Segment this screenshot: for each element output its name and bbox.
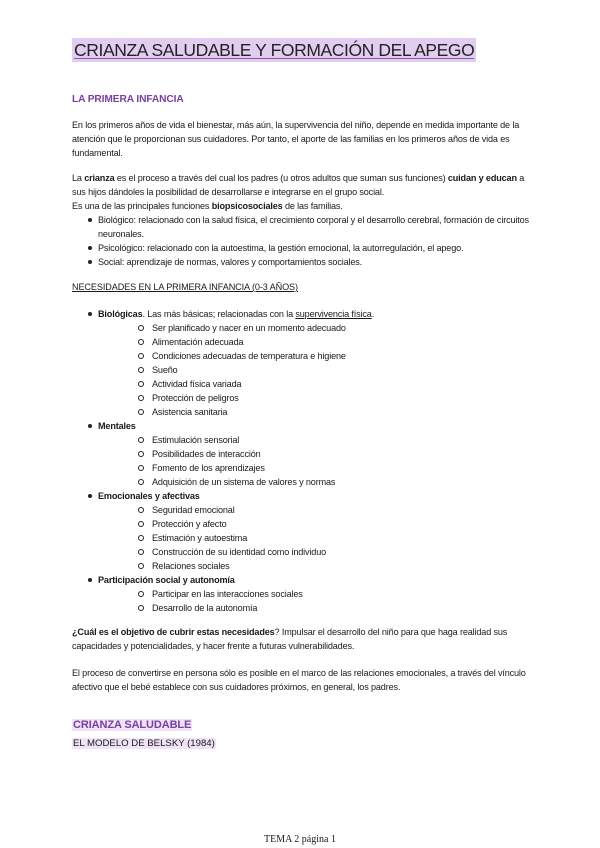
list-item: Actividad física variada (98, 377, 532, 391)
list-item: Estimulación sensorial (98, 433, 532, 447)
objective-paragraph (72, 625, 532, 653)
list-item-biologico: Biológico: relacionado con la salud física, el crecimiento corporal y el desarrollo cerebral, formación de circuitos neuronales. (72, 213, 532, 241)
intro-text: En los primeros años de vida el bienestar, más aún, la supervivencia del niño, depende en medida importante de la atención que le proporcionan sus cuidadores. Por tanto, el aporte de las familias en los primeros años de vida es fundamental. (72, 120, 520, 158)
crianza-definition (72, 171, 532, 199)
need-label: Participación social y autonomía (98, 575, 235, 585)
list-item: Sueño (98, 363, 532, 377)
list-item: Asistencia sanitaria (98, 405, 532, 419)
list-item: Participar en las interacciones sociales (98, 587, 532, 601)
text-run: de las familias. (282, 201, 343, 211)
bold-term-cuidan: cuidan y educan (447, 173, 517, 183)
objective-question: ¿Cuál es el objetivo de cubrir estas necesidades (72, 627, 275, 637)
list-item: Protección de peligros (98, 391, 532, 405)
closing-text: El proceso de convertirse en persona sólo es posible en el marco de las relaciones emocionales, a través del vínculo afectivo que el bebé establece con sus cuidadores próximos, en general, los padres. (72, 668, 526, 692)
section-heading-primera-infancia: LA PRIMERA INFANCIA (72, 94, 184, 105)
needs-list (72, 307, 532, 615)
crianza-paragraph (72, 171, 532, 269)
intro-paragraph (72, 118, 532, 160)
social-sublist (98, 587, 532, 615)
need-label: Biológicas (98, 309, 143, 319)
bold-term-crianza: crianza (84, 173, 115, 183)
document-title: CRIANZA SALUDABLE Y FORMACIÓN DEL APEGO (74, 40, 475, 60)
list-item-social: Social: aprendizaje de normas, valores y comportamientos sociales. (72, 255, 532, 269)
need-participacion (72, 573, 532, 615)
text-run: . Las más básicas; relacionadas con la (142, 309, 296, 319)
list-item: Adquisición de un sistema de valores y normas (98, 475, 532, 489)
text-run: La (72, 173, 85, 183)
closing-paragraph (72, 666, 532, 694)
list-item: Ser planificado y nacer en un momento adecuado (98, 321, 532, 335)
objective-text (72, 625, 532, 653)
list-item: Estimación y autoestima (98, 531, 532, 545)
belsky-subheading (72, 738, 216, 749)
highlighted-heading: CRIANZA SALUDABLE (73, 719, 192, 731)
page-footer: TEMA 2 página 1 (264, 834, 336, 845)
list-item: Fomento de los aprendizajes (98, 461, 532, 475)
text-run: ? Impulsar el desarrollo del niño para que haga realidad sus capacidades y potencialidades, y hacer frente a futuras vulnerabilidades. (72, 627, 508, 651)
list-item: Alimentación adecuada (98, 335, 532, 349)
list-item: Posibilidades de interacción (98, 447, 532, 461)
need-mentales (72, 419, 532, 489)
list-item: Desarrollo de la autonomía (98, 601, 532, 615)
text-run: . (371, 309, 375, 319)
emo-sublist (98, 503, 532, 573)
list-item-psicologico: Psicológico: relacionado con la autoestima, la gestión emocional, la autorregulación, el apego. (72, 241, 532, 255)
need-emocionales (72, 489, 532, 573)
need-label: Emocionales y afectivas (98, 491, 200, 501)
section-heading-crianza-saludable (72, 719, 192, 731)
bio-sublist (98, 321, 532, 419)
need-biologicas (72, 307, 532, 419)
list-item: Condiciones adecuadas de temperatura e higiene (98, 349, 532, 363)
funciones-list (72, 213, 532, 269)
needs-heading: NECESIDADES EN LA PRIMERA INFANCIA (0-3 AÑOS) (72, 282, 298, 292)
text-run: a sus hijos dándoles la posibilidad de desarrollarse e integrarse en el grupo social. (72, 173, 525, 197)
bold-term-biopsicosociales: biopsicosociales (211, 201, 283, 211)
highlighted-subheading: EL MODELO DE BELSKY (1984) (73, 738, 215, 749)
list-item: Construcción de su identidad como individuo (98, 545, 532, 559)
list-item: Seguridad emocional (98, 503, 532, 517)
list-item: Protección y afecto (98, 517, 532, 531)
mental-sublist (98, 433, 532, 489)
funciones-line (72, 199, 532, 213)
text-run: es el proceso a través del cual los padres (u otros adultos que suman sus funciones) (114, 173, 448, 183)
text-run: Es una de las principales funciones (72, 201, 212, 211)
need-label: Mentales (98, 421, 136, 431)
list-item: Relaciones sociales (98, 559, 532, 573)
underlined-term: supervivencia física (295, 309, 372, 319)
